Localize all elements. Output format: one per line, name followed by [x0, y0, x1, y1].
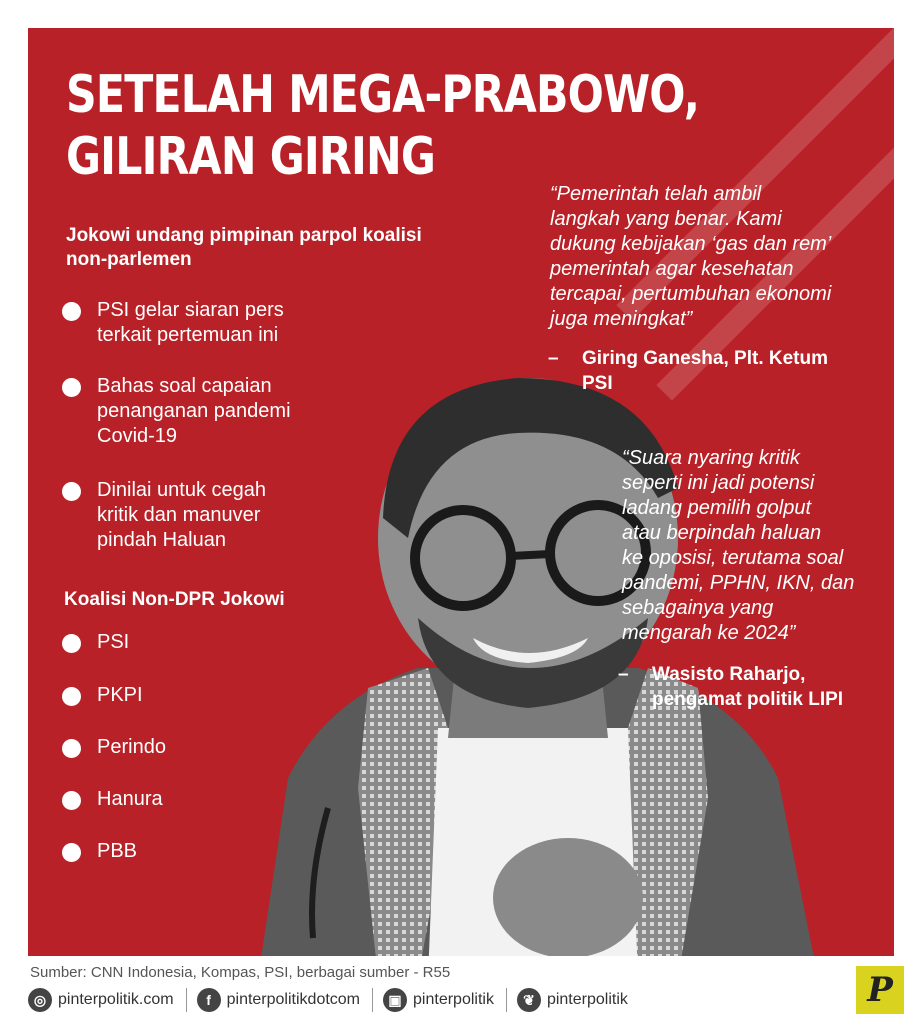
bullet-dot — [62, 843, 81, 862]
bullet-dot — [62, 739, 81, 758]
instagram-link[interactable] — [372, 988, 506, 1012]
bullet-dot — [62, 791, 81, 810]
instagram-icon: ▣ — [383, 988, 407, 1012]
quote-line: ladang pemilih golput — [622, 497, 812, 519]
headline — [66, 64, 699, 188]
quote-line: sebagainya yang — [622, 597, 774, 619]
party-name: Perindo — [97, 736, 166, 758]
infographic-panel — [28, 28, 894, 956]
bullet-dot — [62, 302, 81, 321]
list-item — [62, 630, 129, 655]
list-item — [62, 787, 163, 812]
quote-line: tercapai, pertumbuhan ekonomi — [550, 283, 832, 305]
intro-heading-line1: Jokowi undang pimpinan parpol koalisi — [66, 225, 422, 246]
globe-icon: ◎ — [28, 988, 52, 1012]
coalition-heading: Koalisi Non-DPR Jokowi — [64, 589, 285, 610]
headline-line2: GILIRAN GIRING — [66, 127, 436, 187]
twitter-link[interactable] — [506, 988, 640, 1012]
attribution-dash: – — [618, 664, 629, 685]
quote-wasisto — [622, 446, 854, 646]
twitter-icon: ❦ — [517, 988, 541, 1012]
party-name: PBB — [97, 840, 138, 862]
point-line: penanganan pandemi — [97, 400, 291, 422]
intro-heading — [66, 224, 422, 272]
list-item — [62, 374, 291, 449]
bullet-dot — [62, 482, 81, 501]
attribution-line: pengamat politik LIPI — [652, 689, 844, 710]
bullet-dot — [62, 378, 81, 397]
social-links — [28, 988, 640, 1012]
attribution-line: Wasisto Raharjo, — [652, 664, 806, 685]
quote-line: juga meningkat” — [550, 308, 693, 330]
quote-line: mengarah ke 2024” — [622, 622, 796, 644]
website-link[interactable] — [28, 988, 186, 1012]
list-item — [62, 735, 166, 760]
point-line: Bahas soal capaian — [97, 375, 272, 397]
bullet-dot — [62, 634, 81, 653]
quote-line: ke oposisi, terutama soal — [622, 547, 844, 569]
list-item — [62, 683, 143, 708]
headline-line1: SETELAH MEGA-PRABOWO, — [66, 65, 700, 125]
quote-line: dukung kebijakan ‘gas dan rem’ — [550, 233, 832, 255]
bullet-dot — [62, 687, 81, 706]
quote-giring — [550, 182, 831, 332]
point-line: pindah Haluan — [97, 529, 226, 551]
list-item — [62, 298, 284, 348]
person-photo — [218, 338, 858, 956]
attribution-dash: – — [548, 348, 559, 369]
quote-line: “Suara nyaring kritik — [622, 447, 800, 469]
quote-line: seperti ini jadi potensi — [622, 472, 815, 494]
attribution-line: PSI — [582, 373, 613, 394]
source-text: Sumber: CNN Indonesia, Kompas, PSI, berbagai sumber - R55 — [30, 964, 451, 981]
party-name: PKPI — [97, 684, 143, 706]
point-line: PSI gelar siaran pers — [97, 299, 284, 321]
facebook-icon: f — [197, 988, 221, 1012]
point-line: kritik dan manuver — [97, 504, 261, 526]
party-name: Hanura — [97, 788, 163, 810]
point-line: Covid-19 — [97, 425, 178, 447]
quote-line: pemerintah agar kesehatan — [550, 258, 794, 280]
list-item — [62, 478, 266, 553]
brand-logo: P — [856, 966, 904, 1014]
intro-heading-line2: non-parlemen — [66, 249, 192, 270]
attribution-wasisto — [618, 662, 843, 712]
list-item — [62, 839, 137, 864]
quote-line: pandemi, PPHN, IKN, dan — [622, 572, 855, 594]
quote-line: “Pemerintah telah ambil — [550, 183, 762, 205]
twitter-label: pinterpolitik — [546, 991, 628, 1008]
point-line: Dinilai untuk cegah — [97, 479, 266, 501]
instagram-label: pinterpolitik — [413, 991, 494, 1008]
attribution-line: Giring Ganesha, Plt. Ketum — [582, 348, 828, 369]
attribution-giring — [548, 346, 828, 396]
facebook-label: pinterpolitikdotcom — [226, 991, 361, 1008]
party-name: PSI — [97, 631, 130, 653]
facebook-link[interactable] — [186, 988, 372, 1012]
quote-line: langkah yang benar. Kami — [550, 208, 782, 230]
website-label: pinterpolitik.com — [58, 991, 174, 1008]
quote-line: atau berpindah haluan — [622, 522, 822, 544]
point-line: terkait pertemuan ini — [97, 324, 279, 346]
